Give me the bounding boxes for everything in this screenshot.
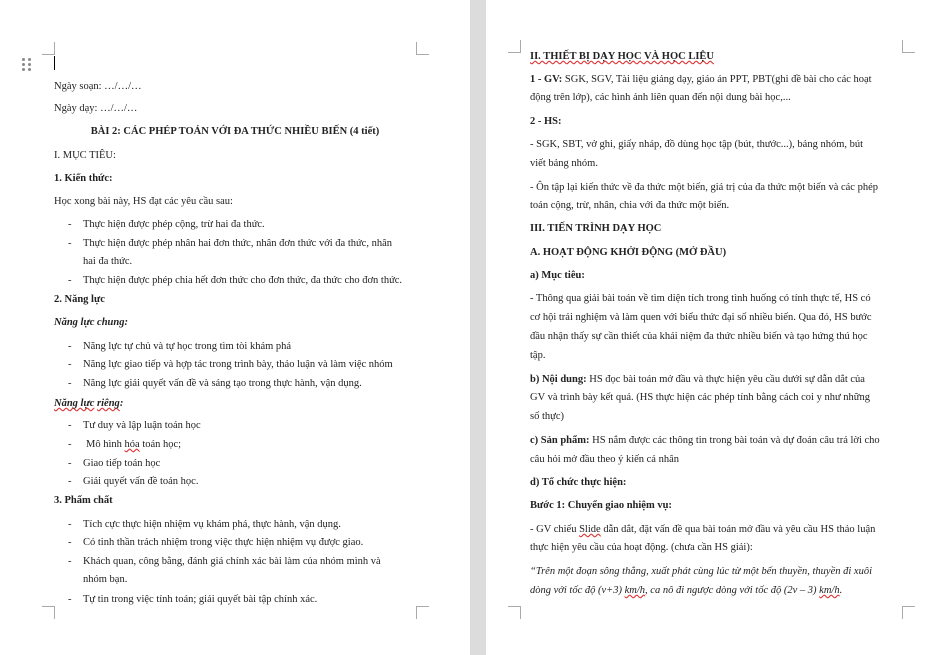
crop-mark bbox=[416, 42, 429, 55]
list-item: Giải quyết vấn đề toán học. bbox=[83, 476, 199, 487]
muc-tieu-text: đầu nhận thấy sự cần thiết của khái niệm đa thức nhiều biến và tạo hứng thú học bbox=[530, 331, 868, 342]
noi-dung-label: b) Nội dung: bbox=[530, 374, 587, 385]
drag-handle-icon[interactable] bbox=[22, 58, 34, 72]
gv-line bbox=[530, 73, 872, 87]
nr2-text: toán học; bbox=[142, 439, 182, 450]
hs-item-cont: viết bảng nhóm. bbox=[530, 158, 598, 169]
list-item: Thực hiện được phép chia hết đơn thức cho đơn thức, đa thức cho đơn thức. bbox=[83, 275, 403, 286]
bullet-dash: - bbox=[68, 359, 72, 370]
page-gap bbox=[470, 0, 486, 655]
list-item: Năng lực giải quyết vấn đề và sáng tạo trong thực hành, vận dụng. bbox=[83, 378, 362, 389]
san-pham-label: c) Sản phẩm: bbox=[530, 435, 590, 446]
bullet-dash: - bbox=[68, 238, 72, 249]
ngay-day: Ngày dạy: …/…/… bbox=[54, 103, 138, 114]
quote-line bbox=[530, 584, 842, 598]
heading-kien-thuc: 1. Kiến thức: bbox=[54, 173, 113, 184]
subheading-nang-luc-rieng bbox=[54, 397, 123, 411]
gv-chieu-text: dẫn dắt, đặt vấn đề qua bài toán mở đầu và yêu cầu HS thảo luận bbox=[600, 524, 876, 535]
subheading-nang-luc-chung: Năng lực chung: bbox=[54, 317, 128, 328]
nl-rieng-word: Năng lực bbox=[54, 398, 95, 409]
quote-text: . bbox=[839, 585, 843, 596]
gv-text: SGK, SGV, Tài liệu giảng dạy, giáo án PPT, PBT(ghi đề bài cho các hoạt bbox=[562, 74, 872, 85]
list-item: Có tinh thần trách nhiệm trong việc thực hiện nhiệm vụ được giao. bbox=[83, 537, 364, 548]
noi-dung-text: số thực) bbox=[530, 411, 564, 422]
bullet-dash: - bbox=[68, 420, 72, 431]
list-item: Thực hiện được phép nhân hai đơn thức, nhân đơn thức với đa thức, nhân bbox=[83, 238, 393, 249]
bullet-dash: - bbox=[68, 537, 72, 548]
list-item: Năng lực giao tiếp và hợp tác trong trình bày, thảo luận và làm việc nhóm bbox=[83, 359, 393, 370]
bullet-dash: - bbox=[68, 439, 72, 450]
gv-line-cont: động trên lớp), các hình ảnh liên quan đến nội dung bài học,... bbox=[530, 92, 791, 103]
lesson-title: BÀI 2: CÁC PHÉP TOÁN VỚI ĐA THỨC NHIỀU BIẾN (4 tiết) bbox=[90, 126, 380, 137]
word-slide: Slide bbox=[579, 524, 601, 535]
list-item: Khách quan, công bằng, đánh giá chính xác bài làm của nhóm mình và bbox=[83, 556, 381, 567]
crop-mark bbox=[902, 606, 915, 619]
hs-item: - Ôn tập lại kiến thức về đa thức một biến, giá trị của đa thức một biến và các phép bbox=[530, 182, 878, 193]
list-item: Giao tiếp toán học bbox=[83, 458, 161, 469]
crop-mark bbox=[42, 42, 55, 55]
nl-rieng-word: riêng bbox=[97, 398, 120, 409]
muc-tieu-text: - Thông qua giải bài toán về tìm diện tích trong tình huống có tính thực tế, HS có bbox=[530, 293, 871, 304]
text-cursor bbox=[54, 56, 55, 70]
crop-mark bbox=[416, 606, 429, 619]
bullet-dash: - bbox=[68, 476, 72, 487]
document-page-right[interactable] bbox=[486, 0, 949, 655]
hs-label: 2 - HS: bbox=[530, 116, 562, 127]
list-item: Tự tin trong việc tính toán; giải quyết bài tập chính xác. bbox=[83, 594, 318, 605]
gv-chieu-text: - GV chiếu bbox=[530, 524, 577, 535]
muc-tieu-text: cơ hội trải nghiệm và làm quen với biểu thức đại số nhiều biến. Qua đó, HS bước bbox=[530, 312, 872, 323]
nl-rieng-colon: : bbox=[119, 398, 124, 409]
heading-hoat-dong: A. HOẠT ĐỘNG KHỞI ĐỘNG (MỞ ĐẦU) bbox=[530, 247, 727, 258]
heading-nang-luc: 2. Năng lực bbox=[54, 294, 105, 305]
to-chuc-label: d) Tổ chức thực hiện: bbox=[530, 477, 627, 488]
san-pham-text: câu hỏi mở đầu theo ý kiến cá nhân bbox=[530, 454, 680, 465]
noi-dung-text: GV và trình bày kết quả. (HS thực hiện các phép tính bằng cách coi y như những bbox=[530, 392, 870, 403]
bullet-dash: - bbox=[68, 458, 72, 469]
gv-label: 1 - GV: bbox=[530, 74, 563, 85]
crop-mark bbox=[902, 40, 915, 53]
bullet-dash: - bbox=[68, 219, 72, 230]
crop-mark bbox=[42, 606, 55, 619]
heading-pham-chat: 3. Phẩm chất bbox=[54, 495, 113, 506]
hs-item-cont: toán cộng, trừ, nhân, chia với đa thức một biến. bbox=[530, 200, 730, 211]
crop-mark bbox=[508, 40, 521, 53]
noi-dung-line bbox=[530, 373, 865, 387]
heading-tien-trinh: III. TIẾN TRÌNH DẠY HỌC bbox=[530, 223, 662, 234]
noi-dung-text: HS đọc bài toán mở đầu và thực hiện yêu cầu dưới sự dẫn dắt của bbox=[586, 374, 865, 385]
muc-tieu-label: a) Mục tiêu: bbox=[530, 270, 585, 281]
gv-chieu-line bbox=[530, 523, 875, 537]
heading-muc-tieu: I. MỤC TIÊU: bbox=[54, 150, 116, 161]
ngay-soan: Ngày soạn: …/…/… bbox=[54, 81, 142, 92]
bullet-dash: - bbox=[68, 275, 72, 286]
bullet-dash: - bbox=[68, 519, 72, 530]
document-page-left[interactable] bbox=[0, 0, 470, 655]
bullet-dash: - bbox=[68, 341, 72, 352]
bullet-dash: - bbox=[68, 556, 72, 567]
intro-text: Học xong bài này, HS đạt các yêu cầu sau: bbox=[54, 196, 233, 207]
crop-mark bbox=[508, 606, 521, 619]
list-item: Thực hiện được phép cộng, trừ hai đa thức. bbox=[83, 219, 265, 230]
nr2-word-hoa: hóa bbox=[124, 439, 140, 450]
bullet-dash: - bbox=[68, 594, 72, 605]
quote-line: “Trên một đoạn sông thẳng, xuất phát cùng lúc từ một bến thuyền, thuyền đi xuôi bbox=[530, 566, 872, 577]
muc-tieu-text: tập. bbox=[530, 350, 546, 361]
buoc-1-label: Bước 1: Chuyển giao nhiệm vụ: bbox=[530, 500, 672, 511]
list-item-cont: nhóm bạn. bbox=[83, 574, 128, 585]
san-pham-text: HS nắm được các thông tin trong bài toán và dự đoán câu trả lời cho bbox=[589, 435, 880, 446]
nr2-text: Mô hình bbox=[86, 439, 122, 450]
quote-text: , ca nô đi ngược dòng với tốc độ (2v – 3) bbox=[645, 585, 817, 596]
hs-item: - SGK, SBT, vở ghi, giấy nháp, đồ dùng học tập (bút, thước...), bảng nhóm, bút bbox=[530, 139, 864, 150]
bullet-dash: - bbox=[68, 378, 72, 389]
list-item: Tích cực thực hiện nhiệm vụ khám phá, thực hành, vận dụng. bbox=[83, 519, 341, 530]
list-item bbox=[86, 438, 181, 452]
unit-kmh: km/h bbox=[819, 585, 840, 596]
list-item: Tư duy và lập luận toán học bbox=[83, 420, 201, 431]
unit-kmh: km/h bbox=[624, 585, 646, 596]
heading-thiet-bi: II. THIẾT BỊ DẠY HỌC VÀ HỌC LIỆU bbox=[530, 51, 714, 62]
san-pham-line bbox=[530, 434, 880, 448]
quote-text: dòng với tốc độ (v+3) bbox=[530, 585, 622, 596]
gv-chieu-text: thực hiện yêu cầu của hoạt động. (chưa cần HS giải): bbox=[530, 542, 753, 553]
list-item: Năng lực tự chủ và tự học trong tìm tòi khám phá bbox=[83, 341, 292, 352]
list-item-cont: hai đa thức. bbox=[83, 256, 133, 267]
